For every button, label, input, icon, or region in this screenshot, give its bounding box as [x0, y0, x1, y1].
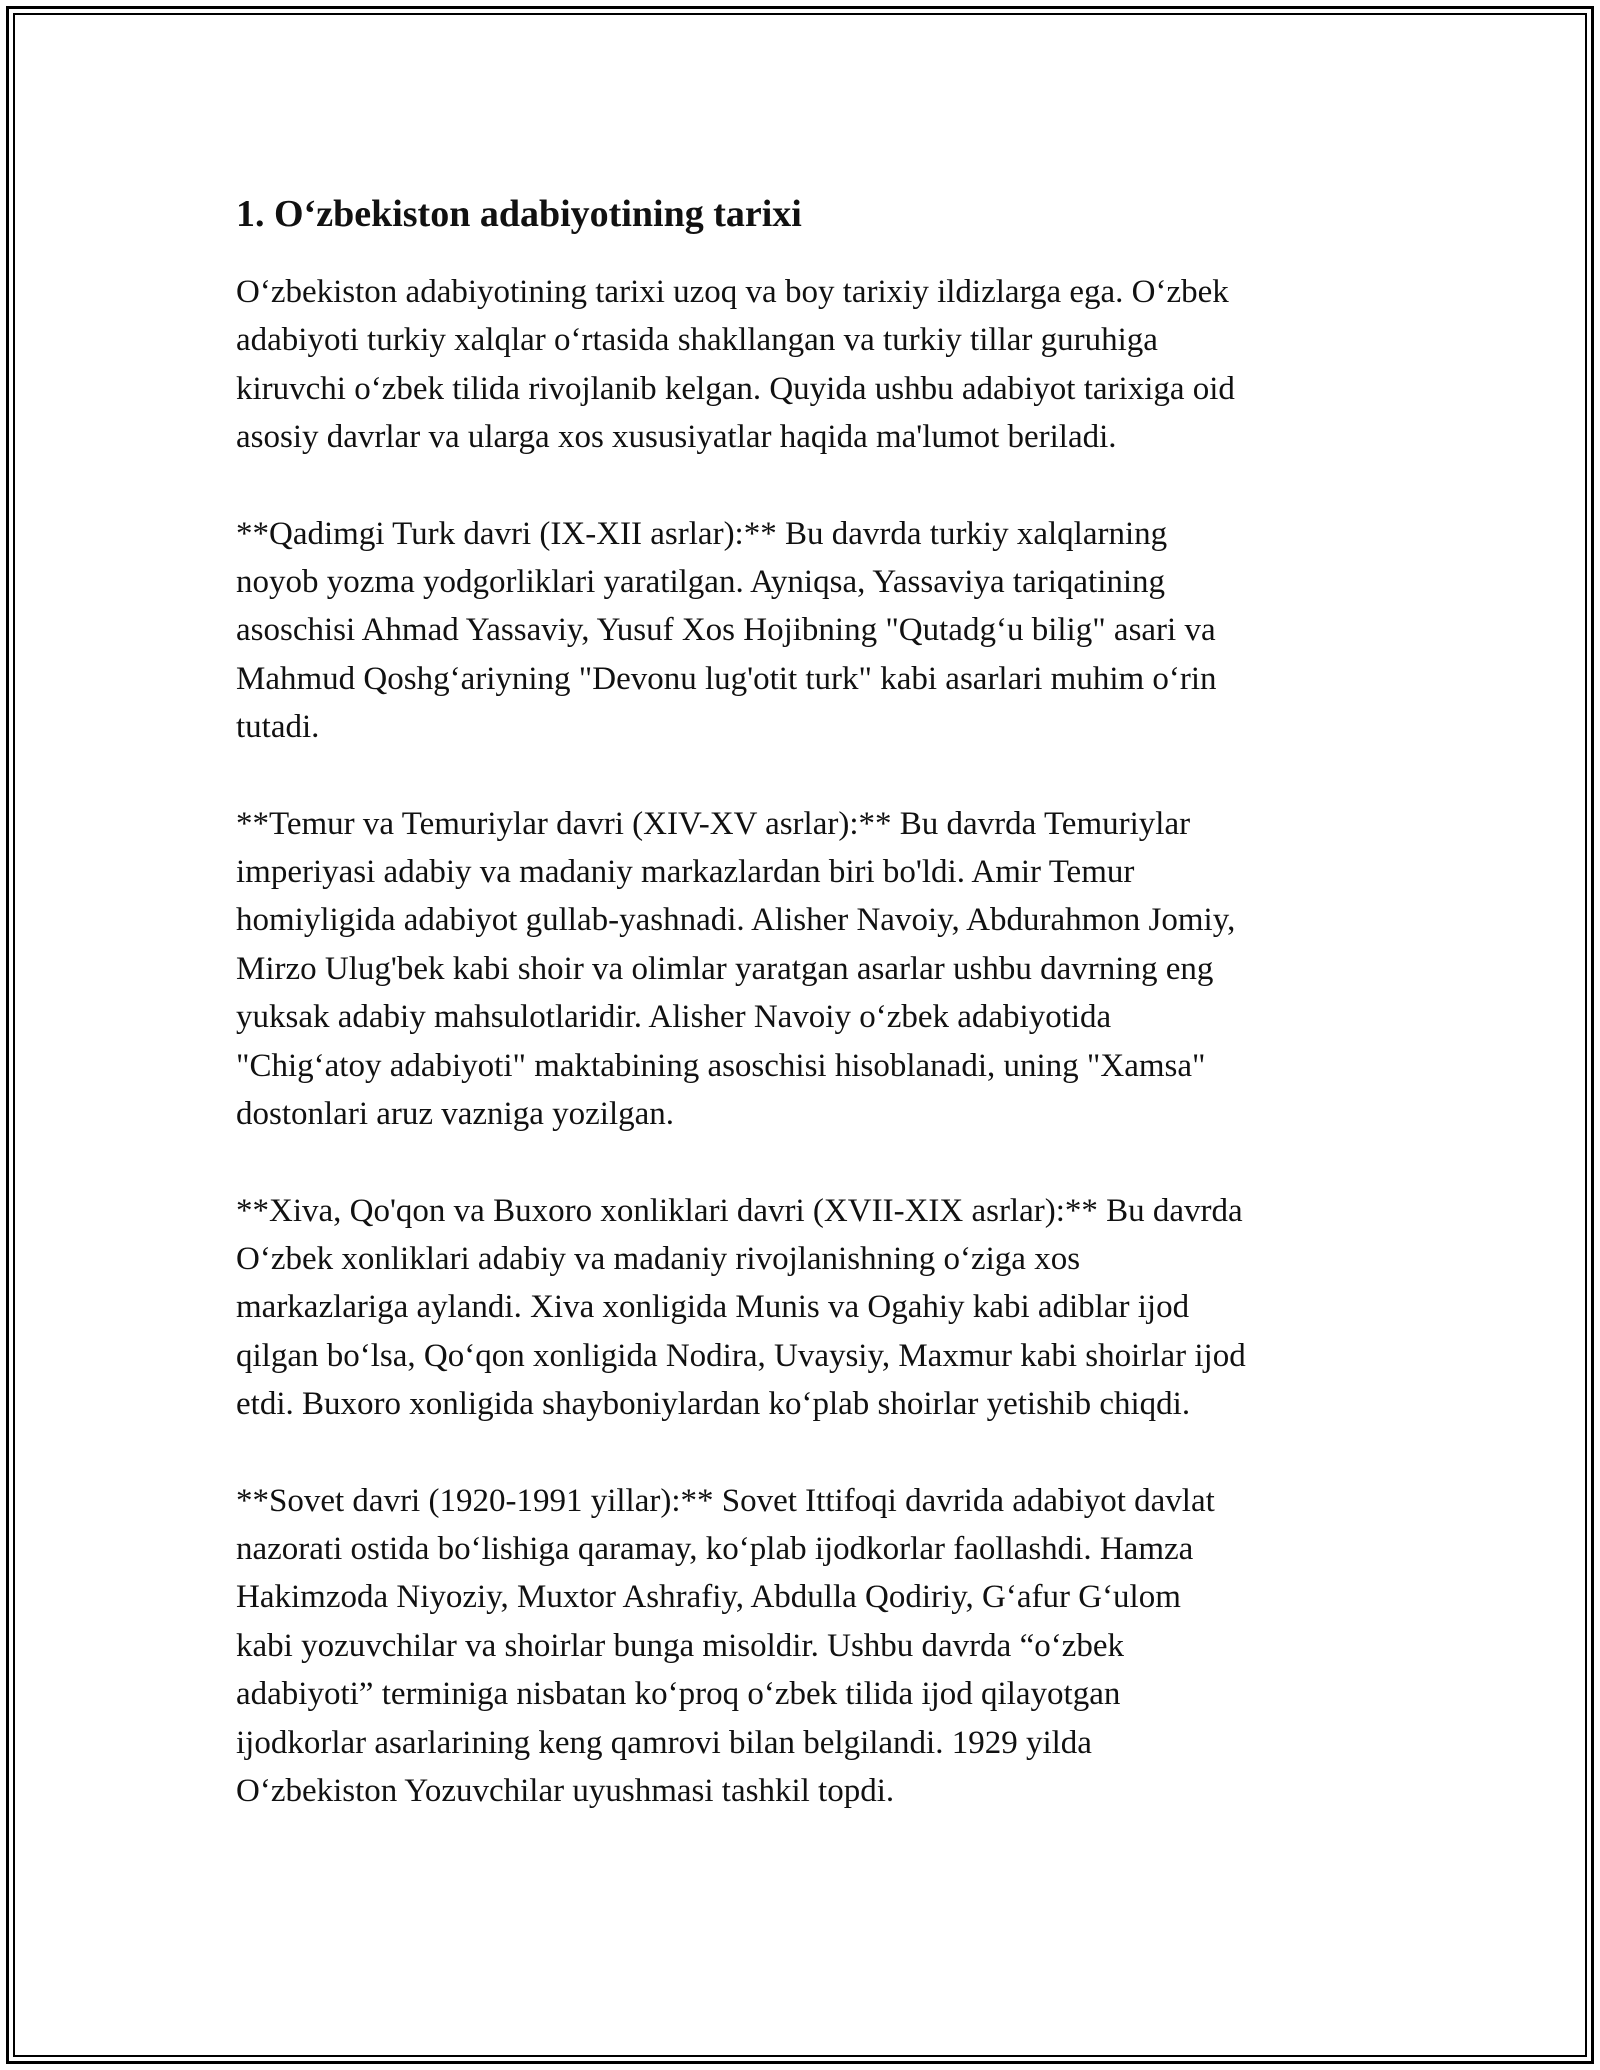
page-title: 1. O‘zbekiston adabiyotining tarixi — [236, 193, 802, 235]
paragraph-khanates-period: **Xiva, Qo'qon va Buxoro xonliklari davri (XVII-XIX asrlar):** Bu davrda O‘zbek xonliklari adabiy va madaniy rivojlanishning o‘ziga xos markazlariga aylandi. Xiva xonligida Munis va Ogahiy kabi adiblar ijod qilgan bo‘lsa, Qo‘qon xonligida Nodira, Uvaysiy, Maxmur kabi shoirlar ijod etdi. Buxoro xonligida shayboniylardan ko‘plab shoirlar yetishib chiqdi. — [236, 1192, 1246, 1423]
paragraph-intro: O‘zbekiston adabiyotining tarixi uzoq va boy tarixiy ildizlarga ega. O‘zbek adabiyoti turkiy xalqlar o‘rtasida shakllangan va turkiy tillar guruhiga kiruvchi o‘zbek tilida rivojlanib kelgan. Quyida ushbu adabiyot tarixiga oid asosiy davrlar va ularga xos xususiyatlar haqida ma'lumot beriladi. — [236, 274, 1235, 456]
paragraph-ancient-turk-period: **Qadimgi Turk davri (IX-XII asrlar):** Bu davrda turkiy xalqlarning noyob yozma yodgorliklari yaratilgan. Ayniqsa, Yassaviya tariqatining asoschisi Ahmad Yassaviy, Yusuf Xos Hojibning "Qutadg‘u bilig" asari va Mahmud Qoshg‘ariyning "Devonu lug'otit turk" kabi asarlari muhim o‘rin tutadi. — [236, 515, 1217, 746]
paragraph-timurid-period: **Temur va Temuriylar davri (XIV-XV asrlar):** Bu davrda Temuriylar imperiyasi adabiy va madaniy markazlardan biri bo'ldi. Amir Temur homiyligida adabiyot gullab-yashnadi. Alisher Navoiy, Abdurahmon Jomiy, Mirzo Ulug'bek kabi shoir va olimlar yaratgan asarlar ushbu davrning eng yuksak adabiy mahsulotlaridir. Alisher Navoiy o‘zbek adabiyotida "Chig‘atoy adabiyoti" maktabining asoschisi hisoblanadi, uning "Xamsa" dostonlari aruz vazniga yozilgan. — [236, 805, 1236, 1133]
document-body — [236, 186, 1376, 1815]
paragraph-soviet-period: **Sovet davri (1920-1991 yillar):** Sovet Ittifoqi davrida adabiyot davlat nazorati ostida bo‘lishiga qaramay, ko‘plab ijodkorlar faollashdi. Hamza Hakimzoda Niyoziy, Muxtor Ashrafiy, Abdulla Qodiriy, G‘afur G‘ulom kabi yozuvchilar va shoirlar bunga misoldir. Ushbu davrda “o‘zbek adabiyoti” terminiga nisbatan ko‘proq o‘zbek tilida ijod qilayotgan ijodkorlar asarlarining keng qamrovi bilan belgilandi. 1929 yilda O‘zbekiston Yozuvchilar uyushmasi tashkil topdi. — [236, 1482, 1215, 1809]
